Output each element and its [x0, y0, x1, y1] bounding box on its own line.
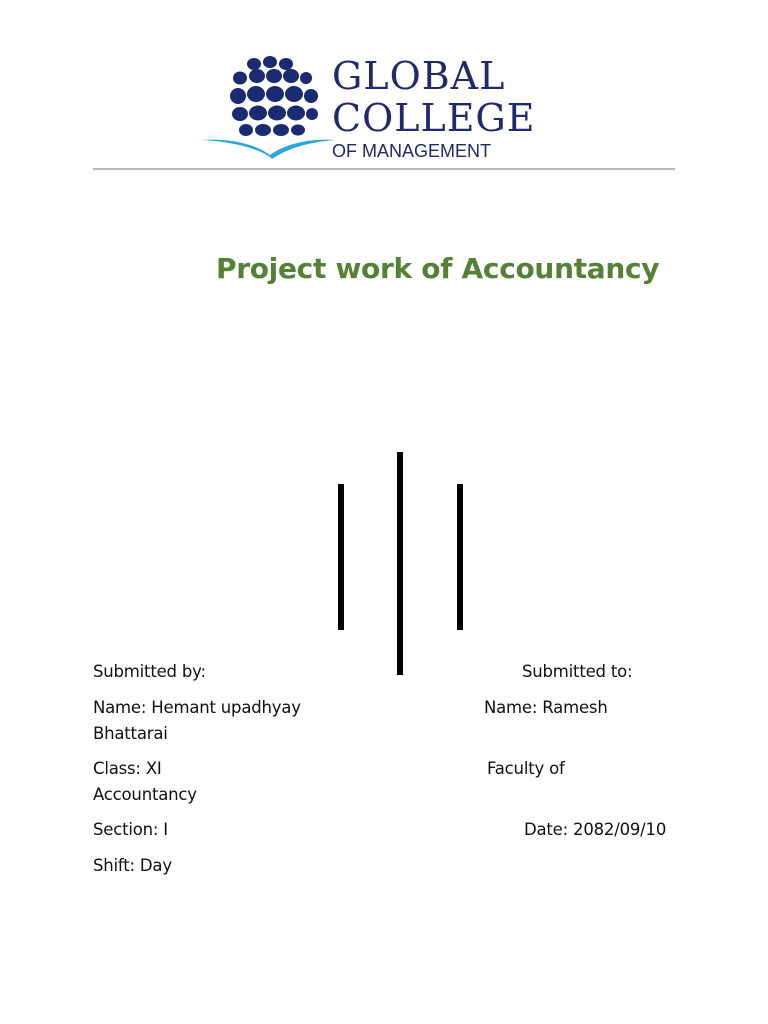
header-divider [93, 168, 675, 170]
submission-date: Date: 2082/09/10 [524, 820, 667, 839]
logo-text-college: COLLEGE [332, 96, 536, 140]
submitted-to-heading: Submitted to: [522, 662, 633, 681]
decorative-bar-center [397, 452, 403, 675]
page-title: Project work of Accountancy [216, 252, 660, 285]
submitted-by-heading: Submitted by: [93, 662, 206, 681]
student-shift: Shift: Day [93, 856, 172, 875]
logo-text-global: GLOBAL [332, 54, 506, 98]
decorative-bar-right [457, 484, 463, 630]
teacher-name: Name: Ramesh [484, 698, 608, 717]
decorative-bar-left [338, 484, 344, 630]
student-class: Class: XI [93, 759, 162, 778]
student-section: Section: I [93, 820, 168, 839]
student-name-continued: Bhattarai [93, 724, 168, 743]
teacher-faculty: Faculty of [487, 759, 565, 778]
logo-text-management: OF MANAGEMENT [332, 141, 492, 161]
student-name: Name: Hemant upadhyay [93, 698, 301, 717]
globe-dots-icon [200, 52, 335, 164]
faculty-continued: Accountancy [93, 785, 197, 804]
college-logo [200, 52, 580, 164]
